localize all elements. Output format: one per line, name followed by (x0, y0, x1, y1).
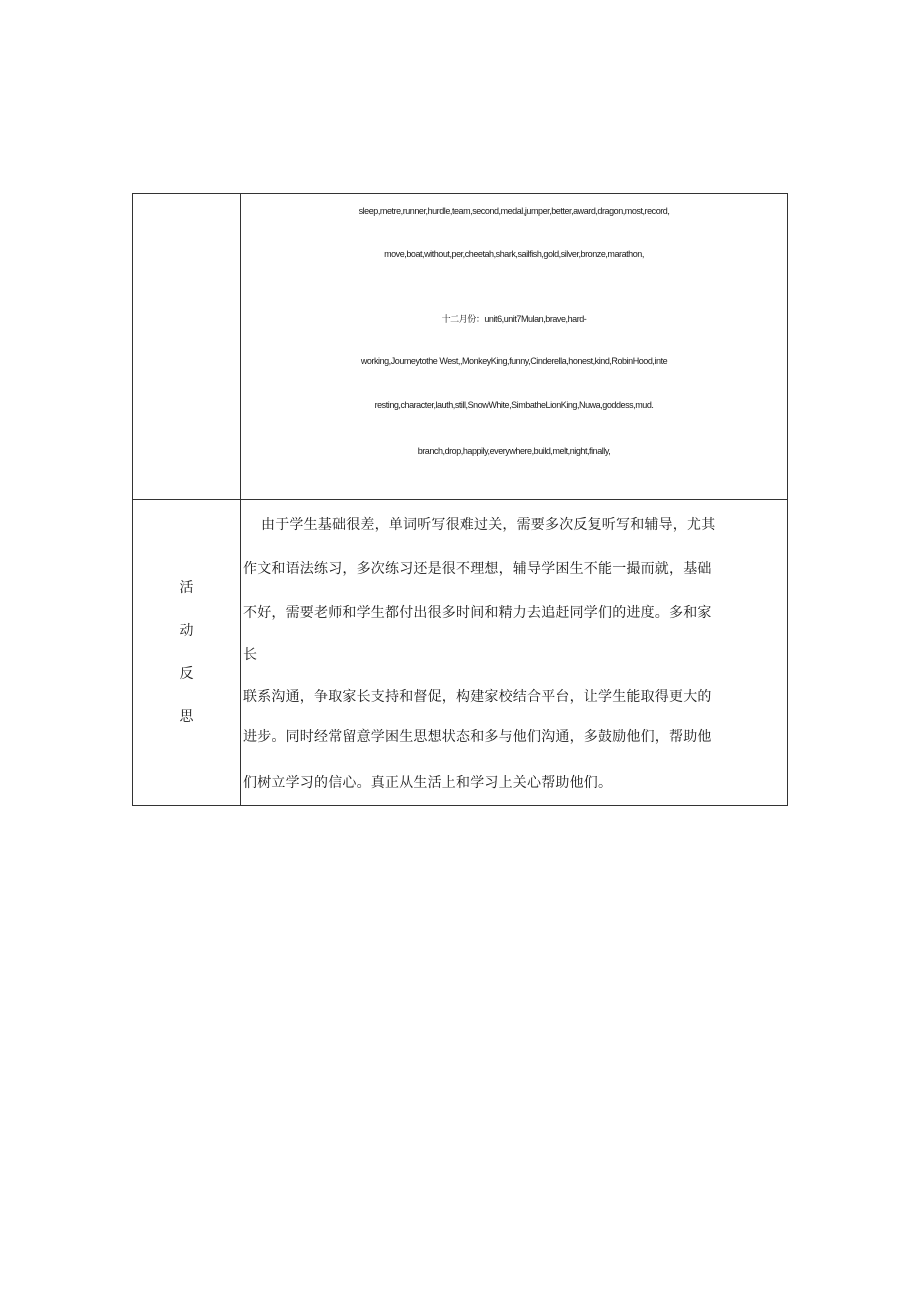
vocabulary-content-cell (241, 194, 787, 499)
reflection-line: 由于学生基础很差，单词听写很难过关，需要多次反复听写和辅导，尤其 (261, 517, 716, 533)
reflection-label-char: 思 (179, 708, 194, 725)
vocab-line: 十二月份：unit6,unit7Mulan,brave,hard- (441, 314, 587, 324)
reflection-label-char: 活 (179, 579, 194, 596)
vocab-line: move,boat,without,per,cheetah,shark,sailfish,gold,silver,bronze,marathon, (384, 249, 644, 259)
vocab-line: resting,character,lauth,still,SnowWhite,SimbatheLionKing,Nuwa,goddess,mud. (374, 400, 654, 410)
vocab-line: working,Joumeytothe West,,MonkeyKing,funny,Cinderella,honest,kind,RobinHood,inte (360, 356, 668, 366)
reflection-line: 们树立学习的信心。真正从生活上和学习上关心帮助他们。 (243, 775, 613, 791)
reflection-line: 不好，需要老师和学生都付出很多时间和精力去追赶同学们的进度。多和家 (243, 605, 712, 621)
reflection-label-cell (133, 500, 241, 805)
reflection-line: 联系沟通，争取家长支持和督促，构建家校结合平台，让学生能取得更大的 (243, 689, 712, 705)
reflection-line: 进步。同时经常留意学困生思想状态和多与他们沟通，多鼓励他们，帮助他 (243, 729, 712, 745)
vocab-line: branch,drop,happily,everywhere,build,melt,night,finally, (417, 446, 611, 456)
reflection-row (133, 499, 787, 805)
vocabulary-label-cell (133, 194, 241, 499)
reflection-line: 作文和语法练习，多次练习还是很不理想，辅导学困生不能一撮而就，基础 (243, 561, 712, 577)
reflection-label-char: 反 (179, 665, 194, 682)
reflection-label-char: 动 (179, 622, 194, 639)
vocab-line: sleep,metre,runner,hurdle,team,second,medal,jumper,better,award,dragon,most,record, (358, 206, 670, 216)
reflection-content-cell (241, 500, 787, 805)
reflection-line: 长 (243, 647, 258, 663)
vocabulary-row (133, 194, 787, 499)
document-table (132, 193, 788, 806)
